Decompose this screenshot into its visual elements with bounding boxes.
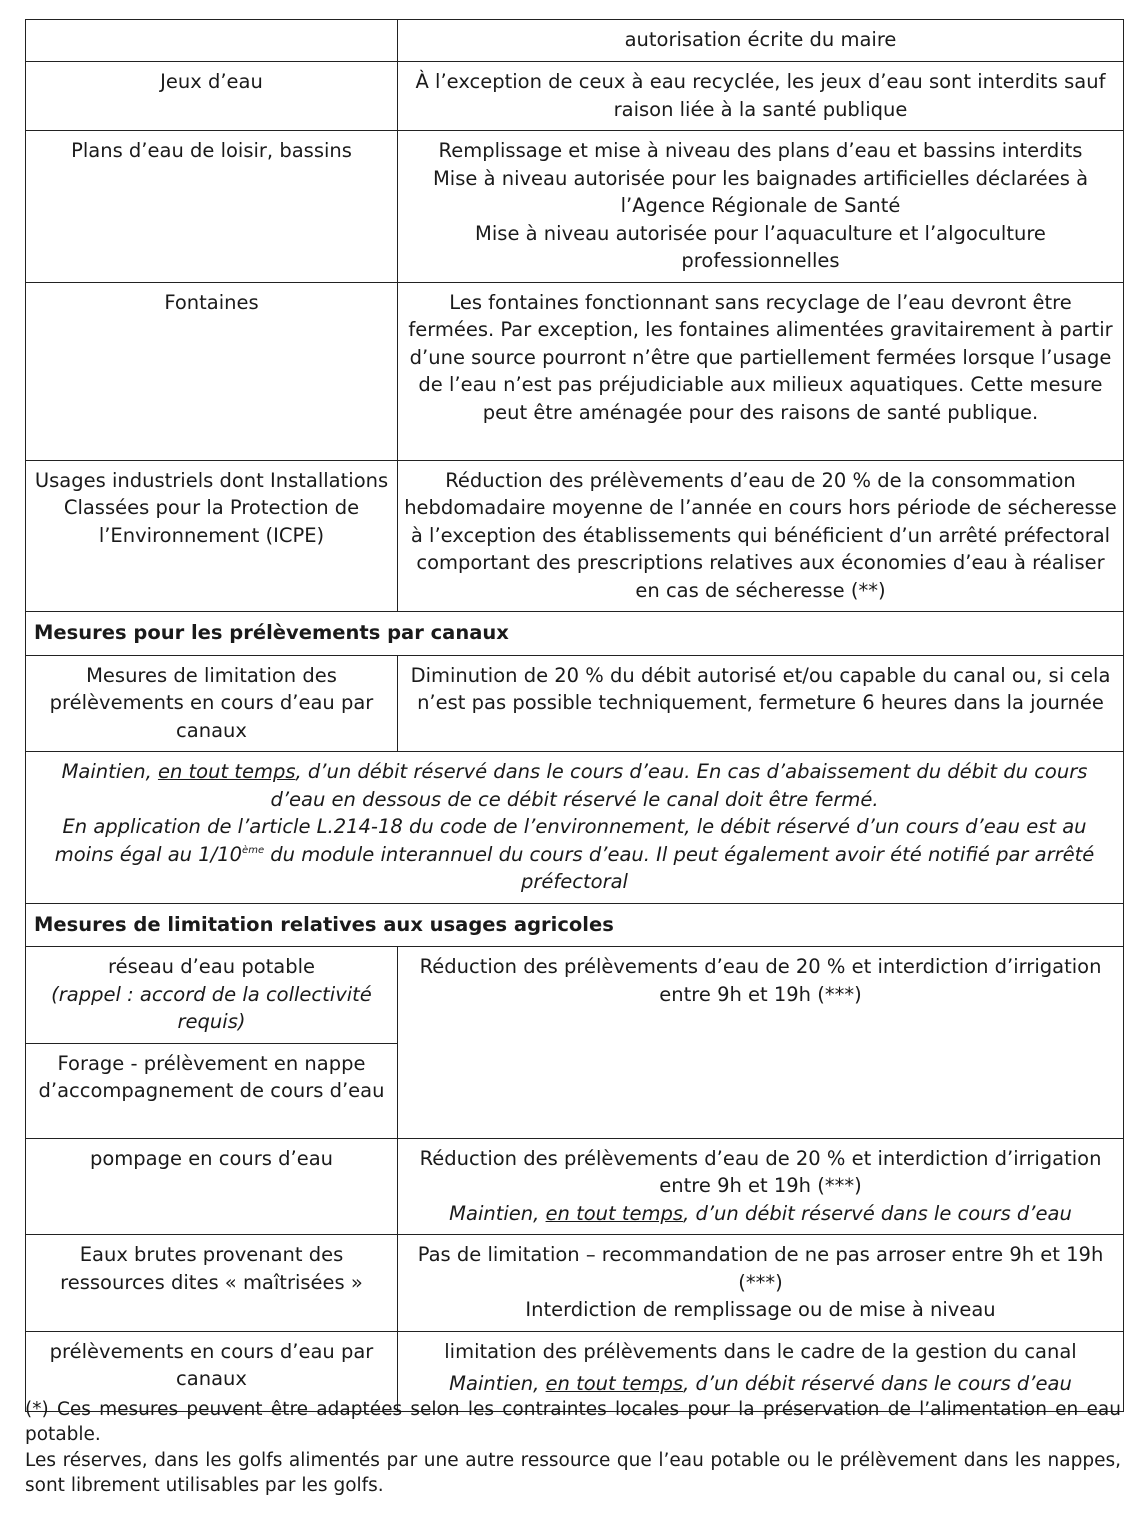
section-row	[26, 903, 1124, 947]
section-row	[26, 612, 1124, 656]
usage-cell	[26, 947, 398, 1044]
table-row	[26, 460, 1124, 612]
usage-reminder: (rappel : accord de la collectivité requis)	[51, 982, 372, 1033]
section-heading-agricoles: Mesures de limitation relatives aux usages agricoles	[26, 903, 1124, 947]
measure-cell	[398, 131, 1124, 283]
note-text: Maintien,	[61, 760, 158, 783]
measure-line: Réduction des prélèvements d’eau de 20 % et interdiction d’irrigation entre 9h et 19h (***)	[419, 1146, 1102, 1197]
note-text: En application de l’article L.214-18 du code de l’environnement, le débit réservé d’un cours d’eau est au moins égal au 1/10	[54, 815, 1087, 866]
restriction-measures-table	[25, 19, 1124, 1412]
note-text: Maintien,	[449, 1201, 546, 1225]
usage-cell: prélèvements en cours d’eau par canaux	[26, 1331, 398, 1411]
note-text: Maintien,	[449, 1372, 546, 1395]
table-row	[26, 655, 1124, 752]
table-row	[26, 131, 1124, 283]
note-text: , d’un débit réservé dans le cours d’eau	[683, 1201, 1072, 1225]
table-row	[26, 947, 1124, 1044]
note-emphasis: en tout temps	[545, 1201, 684, 1225]
note-text: , d’un débit réservé dans le cours d’eau. En cas d’abaissement du débit du cours d’eau en dessous de ce débit réservé le canal doit être fermé.	[270, 760, 1088, 811]
measure-line: Mise à niveau autorisée pour les baignades artificielles déclarées à l’Agence Régionale de Santé	[432, 166, 1089, 217]
usage-cell: Usages industriels dont Installations Classées pour la Protection de l’Environnement (ICPE)	[26, 460, 398, 612]
measure-line: Interdiction de remplissage ou de mise à niveau	[525, 1298, 996, 1321]
superscript: ème	[242, 844, 265, 856]
usage-cell: Jeux d’eau	[26, 62, 398, 131]
note-line	[32, 813, 1117, 896]
measure-line	[404, 1200, 1117, 1228]
usage-cell: Forage - prélèvement en nappe d’accompagnement de cours d’eau	[26, 1043, 398, 1138]
usage-cell: pompage en cours d’eau	[26, 1138, 398, 1235]
table-row	[26, 20, 1124, 62]
measure-line: limitation des prélèvements dans le cadre de la gestion du canal	[444, 1339, 1077, 1363]
measure-line	[404, 1370, 1117, 1398]
measure-cell: Les fontaines fonctionnant sans recyclage de l’eau devront être fermées. Par exception, les fontaines alimentées gravitairement à partir d’une source pourront n’être que partiellement fermées lorsque l’usage de l’eau n’est pas préjudiciable aux milieux aquatiques. Cette mesure peut être aménagée pour des raisons de santé publique.	[398, 282, 1124, 460]
measure-cell: Réduction des prélèvements d’eau de 20 % de la consommation hebdomadaire moyenne de l’année en cours hors période de sécheresse à l’exception des établissements qui bénéficient d’un arrêté préfectoral comportant des prescriptions relatives aux économies d’eau à réaliser en cas de sécheresse (**)	[398, 460, 1124, 612]
measure-line: Remplissage et mise à niveau des plans d’eau et bassins interdits	[438, 139, 1083, 162]
footnote: Les réserves, dans les golfs alimentés par une autre ressource que l’eau potable ou le prélèvement dans les nappes, sont librement utilisables par les golfs.	[25, 1450, 1121, 1496]
usage-line: réseau d’eau potable	[107, 955, 316, 978]
usage-cell: Mesures de limitation des prélèvements en cours d’eau par canaux	[26, 655, 398, 752]
measure-line: Pas de limitation – recommandation de ne pas arroser entre 9h et 19h (***)	[417, 1243, 1104, 1294]
table-row	[26, 62, 1124, 131]
measure-cell: Réduction des prélèvements d’eau de 20 % et interdiction d’irrigation entre 9h et 19h (***)	[398, 947, 1124, 1139]
reserved-flow-note	[26, 752, 1124, 904]
note-emphasis: en tout temps	[157, 760, 296, 783]
measure-cell	[398, 1138, 1124, 1235]
usage-cell: Fontaines	[26, 282, 398, 460]
measure-cell: autorisation écrite du maire	[398, 20, 1124, 62]
table-row	[26, 282, 1124, 460]
section-heading-canaux: Mesures pour les prélèvements par canaux	[26, 612, 1124, 656]
footnote: (*) Ces mesures peuvent être adaptées selon les contraintes locales pour la préservation de l’alimentation en eau potable.	[25, 1399, 1121, 1445]
usage-cell	[26, 20, 398, 62]
note-emphasis: en tout temps	[545, 1372, 684, 1395]
note-text: , d’un débit réservé dans le cours d’eau	[683, 1372, 1072, 1395]
note-text: du module interannuel du cours d’eau. Il peut également avoir été notifié par arrêté préfectoral	[264, 842, 1095, 893]
usage-cell: Eaux brutes provenant des ressources dites « maîtrisées »	[26, 1235, 398, 1332]
measure-cell: Diminution de 20 % du débit autorisé et/ou capable du canal ou, si cela n’est pas possible techniquement, fermeture 6 heures dans la journée	[398, 655, 1124, 752]
note-line	[32, 758, 1117, 813]
measure-line: Mise à niveau autorisée pour l’aquaculture et l’algoculture professionnelles	[475, 221, 1046, 272]
table-row	[26, 1138, 1124, 1235]
measure-cell	[398, 1235, 1124, 1332]
table-row	[26, 1235, 1124, 1332]
footnotes	[25, 1398, 1121, 1500]
measure-cell: À l’exception de ceux à eau recyclée, les jeux d’eau sont interdits sauf raison liée à la santé publique	[398, 62, 1124, 131]
table-row	[26, 752, 1124, 904]
usage-cell: Plans d’eau de loisir, bassins	[26, 131, 398, 283]
